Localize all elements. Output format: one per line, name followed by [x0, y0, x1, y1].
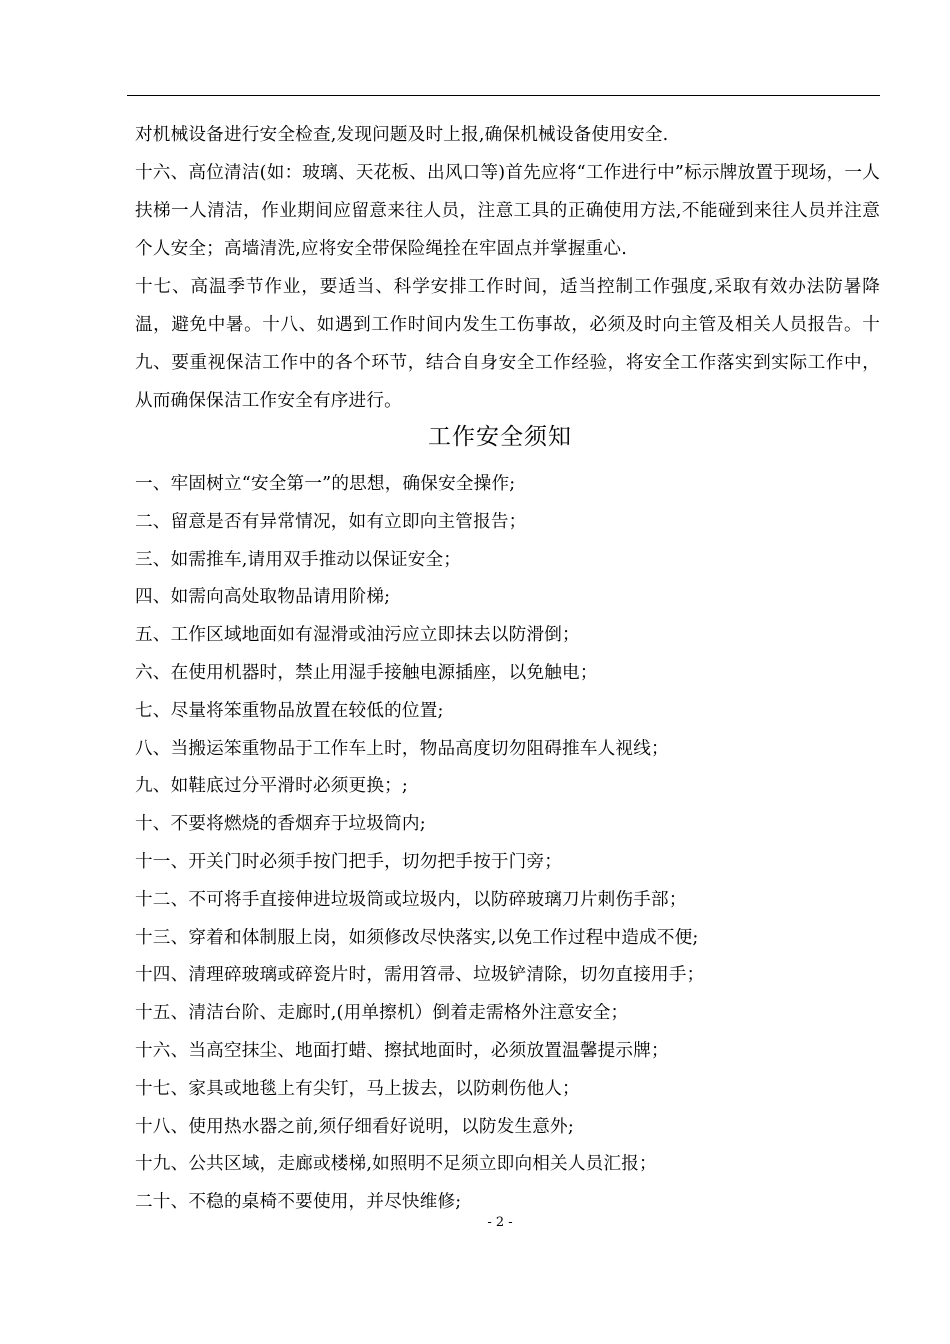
rule-item: 六、在使用机器时，禁止用湿手接触电源插座，以免触电；: [135, 662, 598, 683]
intro-paragraph: 十六、高位清洁(如：玻璃、天花板、出风口等)首先应将“工作进行中”标示牌放置于现场，一人扶梯一人清洁，作业期间应留意来往人员，注意工具的正确使用方法,不能碰到来往人员并注意个人安全；高墙清洗,应将安全带保险绳拴在牢固点并掌握重心.: [135, 163, 880, 259]
rule-item: 三、如需推车,请用双手推动以保证安全；: [135, 549, 462, 570]
rule-item: 十七、家具或地毯上有尖钉，马上拔去，以防刺伤他人；: [135, 1078, 580, 1099]
rule-item: 十八、使用热水器之前,须仔细看好说明，以防发生意外;: [135, 1116, 574, 1137]
rule-item: 十一、开关门时必须手按门把手，切勿把手按于门旁；: [135, 851, 563, 872]
rule-item: 十三、穿着和体制服上岗，如须修改尽快落实,以免工作过程中造成不便;: [135, 927, 699, 948]
rule-item: 五、工作区域地面如有湿滑或油污应立即抹去以防滑倒；: [135, 625, 580, 646]
rule-item: 十四、清理碎玻璃或碎瓷片时，需用笤帚、垃圾铲清除，切勿直接用手；: [135, 965, 705, 986]
rule-item: 八、当搬运笨重物品于工作车上时，物品高度切勿阻碍推车人视线；: [135, 738, 669, 759]
rule-item: 十二、不可将手直接伸进垃圾筒或垃圾内，以防碎玻璃刀片刺伤手部；: [135, 889, 687, 910]
section-title: 工作安全须知: [428, 424, 572, 450]
rule-item: 十六、当高空抹尘、地面打蜡、擦拭地面时，必须放置温馨提示牌；: [135, 1040, 669, 1061]
intro-text: [135, 116, 880, 420]
rule-item: 十、不要将燃烧的香烟弃于垃圾筒内;: [135, 814, 426, 835]
rule-item: 二十、不稳的桌椅不要使用，并尽快维修;: [135, 1192, 462, 1213]
intro-paragraph: 对机械设备进行安全检查,发现问题及时上报,确保机械设备使用安全.: [135, 125, 669, 145]
rule-item: 四、如需向高处取物品请用阶梯;: [135, 587, 391, 608]
page-number: - 2 -: [487, 1215, 513, 1230]
safety-rules-list: [135, 466, 880, 1222]
header-rule: [127, 95, 880, 96]
rule-item: 七、尽量将笨重物品放置在较低的位置;: [135, 700, 444, 721]
rule-item: 九、如鞋底过分平滑时必须更换；;: [135, 776, 409, 797]
intro-paragraph: 十七、高温季节作业，要适当、科学安排工作时间，适当控制工作强度,采取有效办法防暑降温，避免中暑。十八、如遇到工作时间内发生工伤事故，必须及时向主管及相关人员报告。十九、要重视保洁工作中的各个环节，结合自身安全工作经验，将安全工作落实到实际工作中，从而确保保洁工作安全有序进行。: [135, 277, 880, 411]
rule-item: 十五、清洁台阶、走廊时,(用单擦机）倒着走需格外注意安全；: [135, 1003, 629, 1024]
rule-item: 一、牢固树立“安全第一”的思想，确保安全操作;: [135, 474, 516, 494]
rule-item: 十九、公共区域，走廊或楼梯,如照明不足须立即向相关人员汇报；: [135, 1154, 657, 1175]
rule-item: 二、留意是否有异常情况，如有立即向主管报告；: [135, 511, 527, 532]
